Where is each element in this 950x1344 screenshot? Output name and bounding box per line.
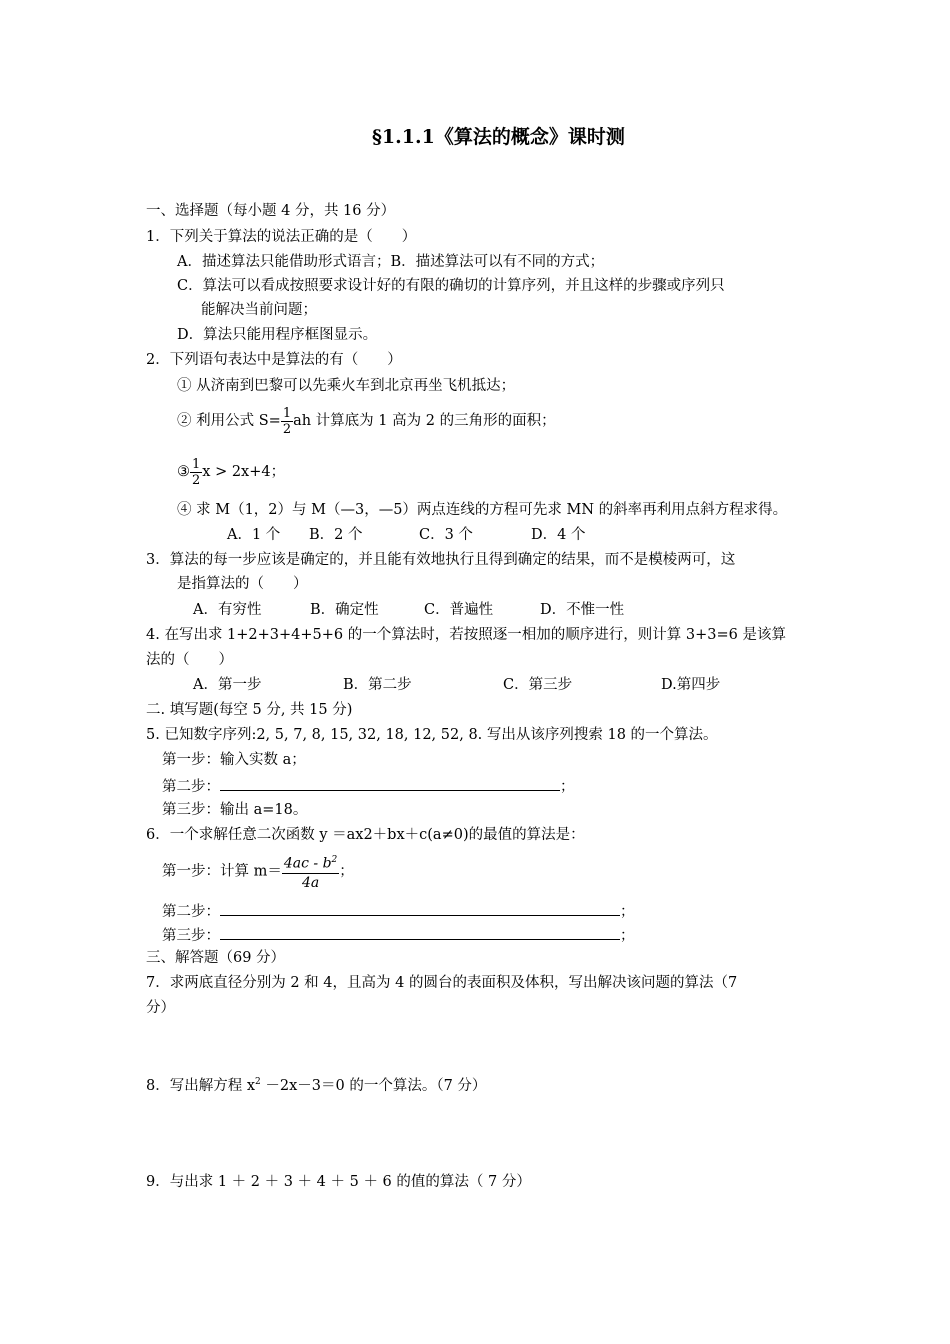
answer-blank[interactable]	[220, 924, 620, 940]
question-6-step-3	[162, 924, 635, 946]
step-1-end: ；	[339, 863, 354, 880]
statement-2-prefix: ② 利用公式 S=	[177, 413, 281, 429]
q8-prefix: 8．写出解方程 x	[146, 1077, 256, 1094]
question-1-stem: 1．下列关于算法的说法正确的是（ ）	[146, 229, 417, 245]
question-2-statement-3	[177, 453, 285, 491]
statement-2-suffix: ah 计算底为 1 高为 2 的三角形的面积；	[293, 413, 556, 429]
option-b: B．第二步	[343, 677, 412, 693]
step-2-end: ；	[620, 904, 635, 920]
option-c: C．3 个	[419, 527, 473, 543]
question-6-step-2	[162, 900, 635, 922]
option-d: D.第四步	[661, 677, 721, 693]
option-c: C．第三步	[503, 677, 573, 693]
section-heading-choice: 一、选择题（每小题 4 分，共 16 分）	[146, 203, 396, 219]
question-5-step-2	[162, 775, 575, 797]
option-b: B．2 个	[309, 527, 363, 543]
question-1-option-c: C．算法可以看成按照要求设计好的有限的确切的计算序列，并且这样的步骤或序列只	[177, 278, 725, 294]
question-4-stem: 4. 在写出求 1+2+3+4+5+6 的一个算法时，若按照逐一相加的顺序进行，则计算 3+3=6 是该算	[146, 627, 786, 643]
option-b: B．确定性	[310, 602, 379, 618]
section-heading-answer: 三、解答题（69 分）	[146, 950, 286, 966]
fraction-formula	[282, 851, 339, 892]
numerator-text: 4ac - b	[283, 855, 332, 872]
statement-3-prefix: ③	[177, 464, 190, 480]
answer-blank[interactable]	[220, 900, 620, 916]
question-2-stem: 2．下列语句表达中是算法的有（ ）	[146, 352, 402, 368]
question-8-stem	[146, 1072, 486, 1096]
question-5-step-1: 第一步：输入实数 a；	[162, 752, 306, 768]
fraction-denominator: 2	[282, 421, 292, 437]
option-d: D．不惟一性	[540, 602, 625, 618]
question-6-stem: 6．一个求解任意二次函数 y ＝ax2＋bx＋c(a≠0)的最值的算法是：	[146, 827, 585, 843]
step-2-label: 第二步：	[162, 779, 220, 795]
fraction-numerator: 1	[282, 405, 292, 421]
fraction-denominator: 4a	[301, 874, 320, 891]
question-3-stem-cont: 是指算法的（ ）	[177, 576, 308, 592]
option-d: D．4 个	[531, 527, 586, 543]
question-3-stem: 3．算法的每一步应该是确定的，并且能有效地执行且得到确定的结果，而不是模棱两可，这	[146, 552, 736, 568]
step-3-label: 第三步：	[162, 928, 220, 944]
fraction-numerator: 1	[192, 456, 201, 472]
step-3-end: ；	[620, 928, 635, 944]
option-c: C．普遍性	[424, 602, 494, 618]
question-5-stem: 5. 已知数字序列:2, 5, 7, 8, 15, 32, 18, 12, 52, 8. 写出从该序列搜索 18 的一个算法。	[146, 727, 718, 743]
question-6-step-1	[162, 851, 354, 892]
answer-blank[interactable]	[220, 775, 560, 791]
question-2-options	[227, 525, 585, 545]
statement-3-suffix: x > 2x+4；	[202, 464, 286, 480]
question-3-options	[193, 600, 624, 620]
step-2-end: ；	[560, 779, 575, 795]
question-1-option-d: D．算法只能用程序框图显示。	[177, 327, 378, 343]
question-2-statement-2	[177, 402, 556, 440]
q8-suffix: －2x－3＝0 的一个算法。（7 分）	[260, 1077, 487, 1094]
question-1-options-ab: A．描述算法只能借助形式语言；B．描述算法可以有不同的方式；	[177, 254, 605, 270]
page-title: §1.1.1《算法的概念》课时测	[372, 126, 625, 148]
fraction-denominator: 2	[192, 472, 201, 488]
question-5-step-3: 第三步：输出 a=18。	[162, 802, 308, 818]
question-2-statement-4: ④ 求 M（1，2）与 M（—3，—5）两点连线的方程可先求 MN 的斜率再利用点斜方程求得。	[177, 502, 788, 518]
fraction-numerator	[282, 851, 339, 874]
question-4-options	[193, 675, 720, 695]
option-a: A．第一步	[193, 677, 262, 693]
option-a: A．有穷性	[193, 602, 262, 618]
step-2-label: 第二步：	[162, 904, 220, 920]
fraction-one-half	[190, 457, 202, 488]
step-1-label: 第一步：计算 m＝	[162, 863, 282, 880]
option-a: A．1 个	[227, 527, 281, 543]
question-7-stem: 7．求两底直径分别为 2 和 4，且高为 4 的圆台的表面积及体积，写出解决该问题的算法（7	[146, 975, 738, 991]
fraction-one-half	[281, 406, 293, 437]
exponent: 2	[331, 855, 338, 865]
question-9-stem: 9．与出求 1 ＋ 2 ＋ 3 ＋ 4 ＋ 5 ＋ 6 的值的算法（ 7 分）	[146, 1174, 531, 1190]
question-1-option-c-cont: 能解决当前问题；	[201, 302, 317, 318]
question-4-stem-cont: 法的（ ）	[146, 652, 233, 668]
question-2-statement-1: ① 从济南到巴黎可以先乘火车到北京再坐飞机抵达；	[177, 378, 516, 394]
question-7-stem-cont: 分）	[146, 1000, 175, 1016]
exponent: 2	[255, 1077, 261, 1087]
section-heading-fill: 二. 填写题(每空 5 分, 共 15 分)	[146, 702, 353, 718]
